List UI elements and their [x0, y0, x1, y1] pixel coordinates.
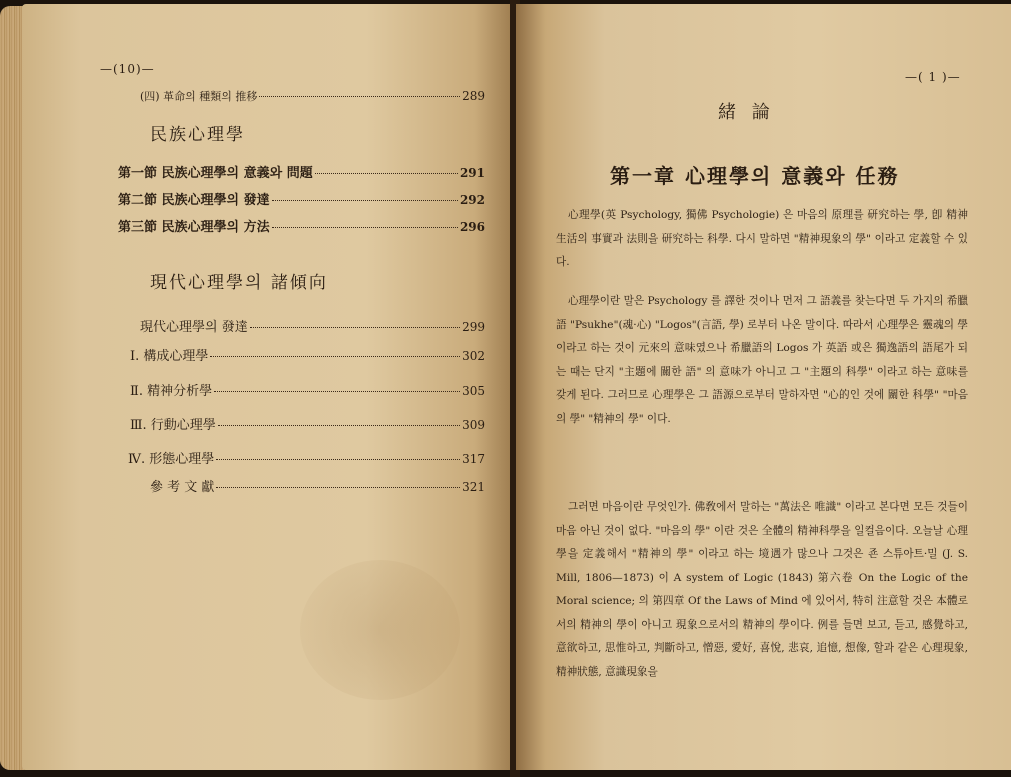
toc-entry-label: 現代心理學의 發達 — [140, 320, 248, 335]
toc-entry-page: 289 — [462, 89, 485, 103]
toc-entry-page: 291 — [459, 166, 485, 180]
toc-entry — [128, 448, 485, 467]
toc-entry-label: Ⅱ. 精神分析學 — [130, 384, 213, 399]
leader-dots — [216, 487, 460, 488]
toc-entry-page: 309 — [462, 418, 485, 432]
body-paragraph: 心理學(英 Psychology, 獨佛 Psychologie) 은 마음의 原理를 研究하는 學, 卽 精神生活의 事實과 法則을 研究하는 科學. 다시 말하면 "精神現象의 學" 이라고 定義할 수 있다. — [556, 209, 968, 268]
toc-entry-label: 第二節 民族心理學의 發達 — [118, 193, 270, 208]
leader-dots — [315, 173, 458, 174]
leader-dots — [218, 425, 460, 426]
toc-entry-label: Ⅲ. 行動心理學 — [130, 418, 216, 433]
leader-dots — [250, 327, 460, 328]
body-paragraph: 心理學이란 말은 Psychology 를 譯한 것이나 먼저 그 語義를 찾는다면 두 가지의 希臘語 "Psukhe"(魂·心) "Logos"(言語, 學) 로부터 나온 말이다. 따라서 心理學은 靈魂의 學이라고 하는 것이 元來의 意味였으나 希臘語의 Logos 가 英語 或은 獨逸語의 語尾가 되는 때는 단지 "主題에 關한 語" 의 意味가 아니고 그 "主題의 科學" 이라고 하는 意味를 갖게 된다. 그러므로 心理學은 그 語源으로부터 말하자면 "心的인 것에 關한 科學" "마음의 學" "精神의 學" 이다. — [556, 295, 968, 425]
toc-entry-page: 302 — [462, 349, 485, 363]
toc-entry-label: 第三節 民族心理學의 方法 — [118, 220, 270, 235]
toc-entry-page: 292 — [459, 193, 485, 207]
paper-stain — [300, 560, 460, 700]
body-paragraph: 그러면 마음이란 무엇인가. 佛敎에서 말하는 "萬法은 唯識" 이라고 본다면 모든 것들이 마음 아닌 것이 없다. "마음의 學" 이란 것은 全體의 精神科學을 일컬음이다. 오늘날 心理學을 定義해서 "精神의 學" 이라고 하는 境遇가 많으나 그것은 죤 스튜아트·밀 (J. S. Mill, 1806—1873) 이 A system of Logic (1843) 第六卷 On the Logic of the Moral science; 의 第四章 Of the Laws of Mind 에 있어서, 特히 注意할 것은 本體로서의 精神의 學이 아니고 現象으로서의 精神의 學이다. 例를 들면 보고, 듣고, 感覺하고, 意欲하고, 思惟하고, 判斷하고, 憎惡, 愛好, 喜悅, 悲哀, 追憶, 想像, 할과 같은 心理現象, 精神狀態, 意識現象을 — [556, 501, 968, 678]
leader-dots — [214, 391, 460, 392]
toc-entry — [140, 316, 485, 335]
leader-dots — [210, 356, 460, 357]
toc-entry-label: (四) 革命의 種類의 推移 — [140, 90, 258, 103]
right-page-number: —( 1 )— — [905, 70, 961, 84]
toc-entry-page: 317 — [462, 452, 485, 466]
toc-entry-label: Ⅰ. 構成心理學 — [130, 349, 209, 364]
toc-entry — [118, 189, 485, 208]
toc-entry-page: 296 — [459, 220, 485, 234]
chapter-title: 第一章 心理學의 意義와 任務 — [610, 164, 900, 188]
leader-dots — [272, 200, 458, 201]
toc-entry — [118, 162, 485, 181]
toc-entry — [130, 414, 485, 433]
section-title-modern-trends: 現代心理學의 諸傾向 — [150, 273, 328, 293]
toc-entry — [130, 345, 485, 364]
toc-entry — [118, 216, 485, 235]
leader-dots — [216, 459, 460, 460]
toc-entry-page: 321 — [462, 480, 485, 494]
toc-entry-page: 299 — [462, 320, 485, 334]
toc-entry-label: 第一節 民族心理學의 意義와 問題 — [118, 166, 313, 181]
part-title: 緒 論 — [718, 102, 775, 123]
toc-entry-page: 305 — [462, 384, 485, 398]
toc-entry-label: Ⅳ. 形態心理學 — [128, 452, 215, 467]
leader-dots — [272, 227, 458, 228]
toc-entry — [130, 380, 485, 399]
toc-entry — [140, 88, 485, 104]
leader-dots — [259, 96, 460, 97]
toc-entry — [150, 476, 485, 495]
toc-entry-label: 參 考 文 獻 — [150, 480, 215, 495]
section-title-ethnic-psychology: 民族心理學 — [150, 125, 245, 145]
left-page-number: —(10)— — [100, 62, 155, 76]
